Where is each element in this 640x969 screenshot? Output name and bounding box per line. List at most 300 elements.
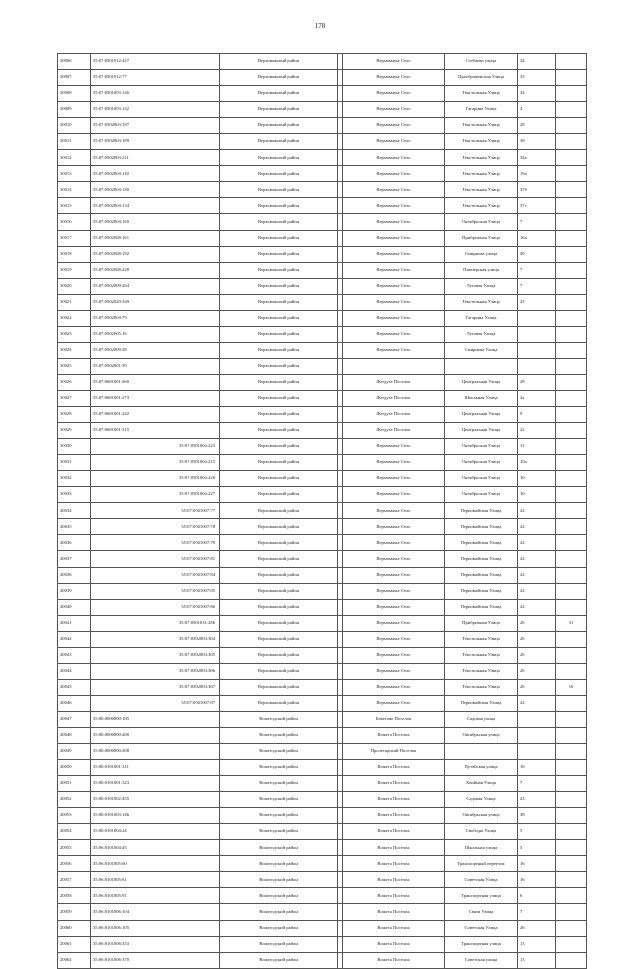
cell-house: 16а: [518, 230, 556, 246]
table-row: [58, 952, 587, 968]
cell-street: Советская Улица: [445, 920, 518, 936]
table-row: [58, 86, 587, 102]
cell-district: Верховажский район: [220, 439, 338, 455]
cell-cadastral-number: 35:07:0502009:264: [91, 278, 220, 294]
cell-extra: [556, 647, 587, 663]
cell-house: 7: [518, 278, 556, 294]
cell-locality: Верховажье Село: [343, 54, 445, 70]
table-row: [58, 647, 587, 663]
cell-record-number: 20055: [58, 840, 91, 856]
cell-record-number: 20023: [58, 326, 91, 342]
cell-locality: Верховажье Село: [343, 278, 445, 294]
cell-locality: Верховажье Село: [343, 342, 445, 358]
cell-district: Верховажский район: [220, 166, 338, 182]
cell-record-number: 20040: [58, 599, 91, 615]
table-row: [58, 150, 587, 166]
table-row: [58, 166, 587, 182]
table-row: [58, 535, 587, 551]
cell-district: Верховажский район: [220, 214, 338, 230]
cell-locality: Верховажье Село: [343, 439, 445, 455]
table-row: [58, 390, 587, 406]
cell-record-number: 20039: [58, 583, 91, 599]
cell-cadastral-number: 35:07:0502004:130: [91, 182, 220, 198]
cell-cadastral-number: 35:06:0101006:104: [91, 904, 220, 920]
cell-locality: Вожега Поселок: [343, 872, 445, 888]
cell-cadastral-number: 35:06:0101005:60: [91, 856, 220, 872]
cell-street: Текстильная Улица: [445, 150, 518, 166]
table-row: [58, 358, 587, 374]
cell-record-number: 20044: [58, 663, 91, 679]
cell-locality: Верховажье Село: [343, 102, 445, 118]
cell-district: Верховажский район: [220, 519, 338, 535]
cell-cadastral-number: 35:06:0101005:91: [91, 888, 220, 904]
cell-record-number: 20049: [58, 744, 91, 760]
cell-extra: [556, 856, 587, 872]
cell-house: 2а: [518, 390, 556, 406]
table-row: [58, 599, 587, 615]
cell-locality: Верховажье Село: [343, 631, 445, 647]
cell-locality: Верховажье Село: [343, 310, 445, 326]
cell-street: Первомайская Улица: [445, 535, 518, 551]
cell-cadastral-number: 35:06:0101001:311: [91, 760, 220, 776]
cell-record-number: 20017: [58, 230, 91, 246]
cell-locality: Верховажье Село: [343, 262, 445, 278]
cell-street: Текстильная Улица: [445, 166, 518, 182]
cell-record-number: 20014: [58, 182, 91, 198]
cell-cadastral-number: 35:06:0101006:370: [91, 952, 220, 968]
cell-record-number: 20057: [58, 872, 91, 888]
cell-district: Вожегодский район: [220, 920, 338, 936]
cell-district: Вожегодский район: [220, 856, 338, 872]
cell-street: Октябрьская Улица: [445, 214, 518, 230]
cell-district: Верховажский район: [220, 535, 338, 551]
cell-extra: [556, 198, 587, 214]
cell-cadastral-number: 35:07:0502008:192: [91, 246, 220, 262]
cell-street: Текстильная Улица: [445, 663, 518, 679]
table-row: [58, 776, 587, 792]
cell-cadastral-number: 35:07:0601001:260: [91, 374, 220, 390]
cell-district: Верховажский район: [220, 134, 338, 150]
cell-locality: Фатдуга Поселок: [343, 407, 445, 423]
cell-extra: [556, 904, 587, 920]
table-body: [58, 54, 587, 969]
table-row: [58, 310, 587, 326]
cell-cadastral-number: 35:06:0101002:455: [91, 792, 220, 808]
cell-locality: Вожега Поселок: [343, 808, 445, 824]
cell-extra: [556, 711, 587, 727]
cell-house: 28: [518, 374, 556, 390]
cell-street: Свободы Улица: [445, 824, 518, 840]
cell-record-number: 20018: [58, 246, 91, 262]
cell-house: 22: [518, 535, 556, 551]
cell-locality: Верховажье Село: [343, 647, 445, 663]
cell-cadastral-number: 35:07:0501031:286: [91, 615, 220, 631]
table-row: [58, 278, 587, 294]
table-row: [58, 342, 587, 358]
cell-record-number: 20025: [58, 358, 91, 374]
cell-street: Смирнова Улица: [445, 342, 518, 358]
cell-house: 16: [518, 760, 556, 776]
cell-house: 22: [518, 519, 556, 535]
cell-record-number: 20060: [58, 920, 91, 936]
cell-extra: [556, 936, 587, 952]
cell-cadastral-number: 35:07:0502003:189: [91, 134, 220, 150]
cell-locality: Верховажье Село: [343, 679, 445, 695]
cell-street: Советская Улица: [445, 872, 518, 888]
cell-record-number: 20029: [58, 423, 91, 439]
table-row: [58, 551, 587, 567]
cell-house: 22: [518, 503, 556, 519]
table-row: [58, 70, 587, 86]
cell-street: Школьная улица: [445, 840, 518, 856]
cell-street: Первомайская Улица: [445, 599, 518, 615]
cell-record-number: 20061: [58, 936, 91, 952]
cell-district: Верховажский район: [220, 551, 338, 567]
cell-house: 28: [518, 118, 556, 134]
cell-record-number: 20008: [58, 86, 91, 102]
cell-record-number: 20026: [58, 374, 91, 390]
table-row: [58, 904, 587, 920]
cell-locality: Верховажье Село: [343, 535, 445, 551]
cell-locality: Фатдуга Поселок: [343, 423, 445, 439]
cell-house: [518, 326, 556, 342]
table-row: [58, 407, 587, 423]
cell-extra: [556, 631, 587, 647]
cell-extra: [556, 182, 587, 198]
table-row: [58, 615, 587, 631]
table-row: [58, 214, 587, 230]
cell-street: Прибрежная Улица: [445, 230, 518, 246]
cell-cadastral-number: 35:06:0000000:185: [91, 711, 220, 727]
cell-house: 10: [518, 471, 556, 487]
cell-extra: [556, 102, 587, 118]
table-row: [58, 711, 587, 727]
cell-street: Советская улица: [445, 952, 518, 968]
cell-extra: [556, 230, 587, 246]
cell-house: 6: [518, 888, 556, 904]
cell-locality: Верховажье Село: [343, 70, 445, 86]
cell-extra: [556, 214, 587, 230]
cell-locality: Верховажье Село: [343, 150, 445, 166]
cell-street: Текстильная Улица: [445, 118, 518, 134]
cell-extra: [556, 70, 587, 86]
cell-record-number: 20053: [58, 808, 91, 824]
cell-street: Первомайская Улица: [445, 695, 518, 711]
cell-street: Связи Улица: [445, 904, 518, 920]
table-row: [58, 744, 587, 760]
cell-cadastral-number: 35:07:0502003:211: [91, 150, 220, 166]
cell-cadastral-number: 35:07:0501007:84: [91, 567, 220, 583]
cell-house: 26: [518, 679, 556, 695]
cell-record-number: 20031: [58, 455, 91, 471]
cell-extra: [556, 262, 587, 278]
cell-extra: [556, 278, 587, 294]
table-row: [58, 856, 587, 872]
cell-district: Вожегодский район: [220, 711, 338, 727]
cell-locality: Вожега Поселок: [343, 840, 445, 856]
cell-record-number: 20054: [58, 824, 91, 840]
cell-district: Верховажский район: [220, 150, 338, 166]
cell-record-number: 20043: [58, 647, 91, 663]
cell-cadastral-number: 35:07:0501007:87: [91, 695, 220, 711]
cell-record-number: 20035: [58, 519, 91, 535]
cell-locality: Верховажье Село: [343, 198, 445, 214]
table-row: [58, 760, 587, 776]
cell-record-number: 20045: [58, 679, 91, 695]
cell-street: Текстильная Улица: [445, 182, 518, 198]
cell-extra: 16: [556, 679, 587, 695]
cell-cadastral-number: 35:07:0502003:307: [91, 679, 220, 695]
cell-cadastral-number: 35:07:0601001:273: [91, 390, 220, 406]
cell-house: [518, 711, 556, 727]
cell-extra: [556, 342, 587, 358]
cell-house: 7: [518, 776, 556, 792]
table-row: [58, 663, 587, 679]
cell-street: Гагарина Улица: [445, 310, 518, 326]
cell-locality: Вожега Поселок: [343, 936, 445, 952]
table-row: [58, 439, 587, 455]
cell-street: Школьная Улица: [445, 390, 518, 406]
cell-extra: [556, 118, 587, 134]
cell-extra: [556, 423, 587, 439]
cell-district: Вожегодский район: [220, 904, 338, 920]
cell-cadastral-number: 35:06:0101005:61: [91, 872, 220, 888]
table-row: [58, 679, 587, 695]
table-row: [58, 294, 587, 310]
cell-record-number: 20036: [58, 535, 91, 551]
cell-district: Верховажский район: [220, 118, 338, 134]
cell-locality: Вожега Поселок: [343, 760, 445, 776]
cell-street: Центральная Улица: [445, 423, 518, 439]
cell-locality: Фатдуга Поселок: [343, 374, 445, 390]
cell-house: [518, 727, 556, 743]
cell-cadastral-number: 35:06:0101004:43: [91, 840, 220, 856]
cell-locality: Вожега Поселок: [343, 920, 445, 936]
cell-street: Первомайская Улица: [445, 519, 518, 535]
cell-district: Верховажский район: [220, 70, 338, 86]
cell-locality: Верховажье Село: [343, 182, 445, 198]
cell-street: Октябрьская Улица: [445, 471, 518, 487]
page-number: 178: [314, 22, 326, 30]
cell-extra: [556, 519, 587, 535]
cell-street: [445, 744, 518, 760]
cell-record-number: 20016: [58, 214, 91, 230]
cell-cadastral-number: 35:06:0101006:353: [91, 936, 220, 952]
cell-locality: Верховажье Село: [343, 503, 445, 519]
cell-locality: Верховажье Село: [343, 214, 445, 230]
cell-extra: [556, 808, 587, 824]
cell-cadastral-number: 35:07:0502003:305: [91, 647, 220, 663]
cell-locality: Фатдуга Поселок: [343, 390, 445, 406]
cell-extra: [556, 471, 587, 487]
cell-street: Гагарина Улица: [445, 102, 518, 118]
cell-district: Верховажский район: [220, 647, 338, 663]
cell-record-number: 20022: [58, 310, 91, 326]
cell-locality: Верховажье Село: [343, 519, 445, 535]
cell-district: Верховажский район: [220, 278, 338, 294]
cell-house: 22: [518, 567, 556, 583]
cell-house: 13: [518, 952, 556, 968]
cell-record-number: 20050: [58, 760, 91, 776]
cell-record-number: 20010: [58, 118, 91, 134]
cell-house: 30: [518, 134, 556, 150]
cell-district: Вожегодский район: [220, 792, 338, 808]
cell-house: 5: [518, 840, 556, 856]
cell-district: Верховажский район: [220, 246, 338, 262]
cell-house: 19а: [518, 166, 556, 182]
cell-record-number: 20030: [58, 439, 91, 455]
cell-record-number: 20059: [58, 904, 91, 920]
table-row: [58, 631, 587, 647]
cell-district: Вожегодский район: [220, 760, 338, 776]
cell-street: Первомайская Улица: [445, 503, 518, 519]
cell-cadastral-number: 35:06:0101006:105: [91, 920, 220, 936]
cell-street: Луговая Улица: [445, 326, 518, 342]
cell-cadastral-number: 35:07:0501004:226: [91, 471, 220, 487]
table-row: [58, 583, 587, 599]
cell-house: [518, 744, 556, 760]
cell-district: Верховажский район: [220, 487, 338, 503]
cell-house: 7: [518, 214, 556, 230]
cell-record-number: 20041: [58, 615, 91, 631]
cell-locality: Вожега Поселок: [343, 856, 445, 872]
cell-extra: [556, 294, 587, 310]
table-row: [58, 503, 587, 519]
cell-extra: [556, 760, 587, 776]
cell-record-number: 20051: [58, 776, 91, 792]
cell-record-number: 20034: [58, 503, 91, 519]
cell-locality: Верховажье Село: [343, 230, 445, 246]
cell-record-number: 20020: [58, 278, 91, 294]
cell-district: Вожегодский район: [220, 952, 338, 968]
cell-district: Верховажский район: [220, 374, 338, 390]
cell-street: Текстильная Улица: [445, 134, 518, 150]
cell-locality: Верховажье Село: [343, 663, 445, 679]
cell-house: 9: [518, 407, 556, 423]
cell-cadastral-number: 35:06:0101001:323: [91, 776, 220, 792]
cell-district: Верховажский район: [220, 407, 338, 423]
cell-extra: [556, 599, 587, 615]
cell-district: Верховажский район: [220, 471, 338, 487]
cell-district: Вожегодский район: [220, 808, 338, 824]
table-row: [58, 471, 587, 487]
cell-extra: [556, 455, 587, 471]
cell-cadastral-number: 35:06:0000000:208: [91, 744, 220, 760]
cell-street: Путейская улица: [445, 760, 518, 776]
cell-house: 22: [518, 695, 556, 711]
cell-record-number: 20042: [58, 631, 91, 647]
cell-record-number: 20019: [58, 262, 91, 278]
cell-house: 24: [518, 54, 556, 70]
cell-district: Верховажский район: [220, 583, 338, 599]
cell-extra: [556, 487, 587, 503]
cell-cadastral-number: 35:06:0101003:146: [91, 808, 220, 824]
cell-house: [518, 310, 556, 326]
cell-street: Октябрьская улица: [445, 727, 518, 743]
cell-cadastral-number: 35:07:0501004:223: [91, 439, 220, 455]
cell-street: Первомайская Улица: [445, 567, 518, 583]
cell-house: 7: [518, 262, 556, 278]
cell-record-number: 20015: [58, 198, 91, 214]
cell-record-number: 20062: [58, 952, 91, 968]
cell-house: 26: [518, 631, 556, 647]
cell-district: Вожегодский район: [220, 840, 338, 856]
cell-house: 5: [518, 824, 556, 840]
cell-cadastral-number: 35:07:0502003:187: [91, 118, 220, 134]
cell-record-number: 20006: [58, 54, 91, 70]
cell-record-number: 20038: [58, 567, 91, 583]
cell-record-number: 20056: [58, 856, 91, 872]
cell-street: Текстильная Улица: [445, 294, 518, 310]
cell-locality: Вожега Поселок: [343, 824, 445, 840]
cell-extra: [556, 407, 587, 423]
cell-street: Текстильная Улица: [445, 198, 518, 214]
cell-house: 7: [518, 904, 556, 920]
cell-locality: Верховажье Село: [343, 294, 445, 310]
cell-locality: Верховажье Село: [343, 599, 445, 615]
cell-locality: Верховажье Село: [343, 551, 445, 567]
cell-cadastral-number: 35:07:0502001:59: [91, 358, 220, 374]
cell-cadastral-number: 35:07:0502008:228: [91, 262, 220, 278]
table-row: [58, 423, 587, 439]
cell-extra: [556, 727, 587, 743]
cell-cadastral-number: 35:07:0502020:349: [91, 294, 220, 310]
cell-extra: [556, 374, 587, 390]
cell-locality: Вожега Поселок: [343, 727, 445, 743]
cell-street: Смирнова улица: [445, 246, 518, 262]
cell-house: 34а: [518, 150, 556, 166]
cell-house: [518, 358, 556, 374]
cell-district: Вожегодский район: [220, 936, 338, 952]
cell-locality: Верховажье Село: [343, 246, 445, 262]
cell-extra: [556, 439, 587, 455]
cell-street: Текстильная Улица: [445, 631, 518, 647]
cell-extra: [556, 920, 587, 936]
cell-cadastral-number: 35:07:0501004:215: [91, 455, 220, 471]
cell-record-number: 20033: [58, 487, 91, 503]
cell-district: Верховажский район: [220, 631, 338, 647]
table-row: [58, 872, 587, 888]
cell-district: Верховажский район: [220, 663, 338, 679]
cell-cadastral-number: 35:07:0502003:306: [91, 663, 220, 679]
cell-district: Верховажский район: [220, 503, 338, 519]
cell-extra: 31: [556, 615, 587, 631]
cell-extra: [556, 663, 587, 679]
cell-street: Октябрьская Улица: [445, 455, 518, 471]
cell-extra: [556, 246, 587, 262]
cell-street: Преображенская Улица: [445, 70, 518, 86]
cell-street: Октябрьская улица: [445, 808, 518, 824]
cell-locality: Верховажье Село: [343, 86, 445, 102]
cell-extra: [556, 583, 587, 599]
cell-district: Вожегодский район: [220, 744, 338, 760]
cell-house: 26: [518, 615, 556, 631]
cell-house: 37б: [518, 182, 556, 198]
table-row: [58, 808, 587, 824]
table-row: [58, 102, 587, 118]
cell-house: 4: [518, 102, 556, 118]
cell-district: Верховажский район: [220, 86, 338, 102]
cell-street: Текстильная Улица: [445, 679, 518, 695]
cell-street: Луговая Улица: [445, 278, 518, 294]
cell-extra: [556, 86, 587, 102]
cell-record-number: 20013: [58, 166, 91, 182]
cell-district: Верховажский район: [220, 599, 338, 615]
cell-record-number: 20007: [58, 70, 91, 86]
cell-street: Текстильная Улица: [445, 647, 518, 663]
cell-cadastral-number: 35:07:0502005:16: [91, 326, 220, 342]
cell-district: Верховажский район: [220, 615, 338, 631]
